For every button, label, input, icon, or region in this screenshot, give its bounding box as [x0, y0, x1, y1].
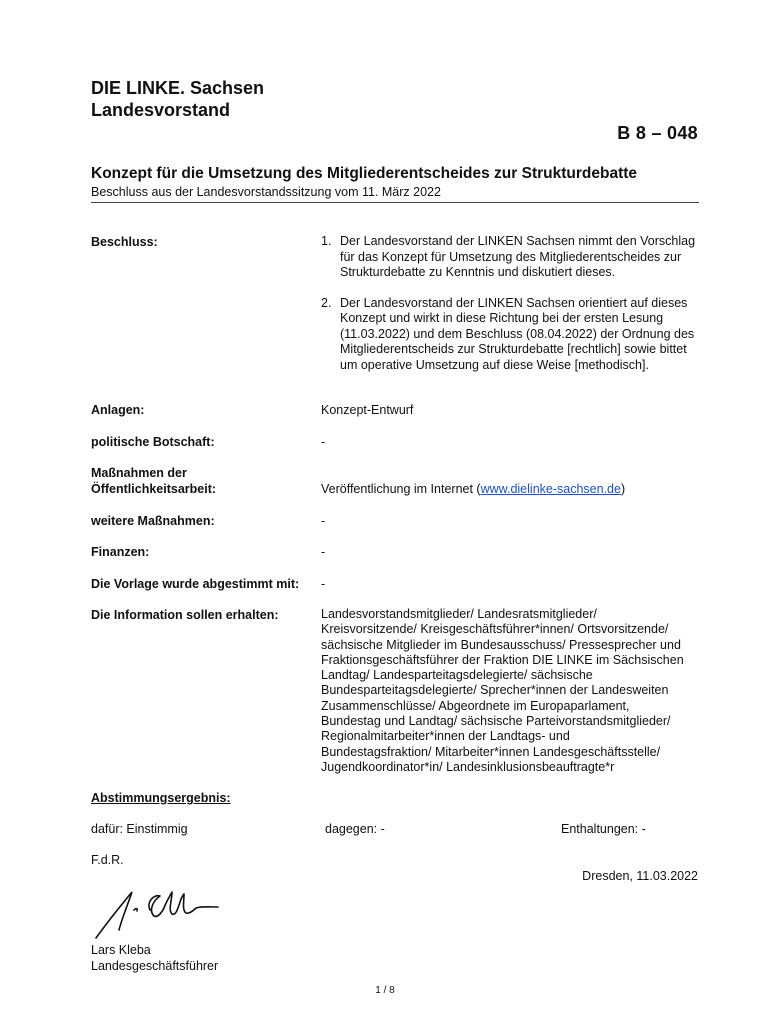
signer-name: Lars Kleba: [91, 943, 151, 957]
recipient-line: Regionalmitarbeiter*innen der Landtags- und: [321, 729, 570, 744]
beschluss-label: Beschluss:: [91, 235, 158, 249]
title-divider: [91, 202, 699, 203]
oeffentlichkeit-label-line2: Öffentlichkeitsarbeit:: [91, 482, 217, 496]
vote-enthaltungen: Enthaltungen: -: [561, 822, 646, 836]
anlagen-label: Anlagen:: [91, 403, 145, 417]
recipient-line: Zusammenschlüsse/ Abgeordnete im Europaparlament,: [321, 698, 630, 713]
recipient-line: Fraktionsgeschäftsführer der Fraktion DIE LINKE im Sächsischen: [321, 652, 684, 667]
beschluss-item: [321, 234, 701, 281]
oeffentlichkeit-value-suffix: ): [620, 482, 626, 496]
anlagen-value: Konzept-Entwurf: [321, 403, 414, 417]
recipient-line: Landesvorstandsmitglieder/ Landesratsmitglieder/: [321, 607, 597, 621]
botschaft-value: -: [321, 435, 326, 449]
beschluss-list: [321, 234, 701, 388]
document-title: Konzept für die Umsetzung des Mitgliederentscheides zur Strukturdebatte: [91, 165, 638, 182]
recipient-line: Bundestagsfraktion/ Mitarbeiter*innen Landesgeschäftsstelle/: [321, 744, 661, 759]
information-label: Die Information sollen erhalten:: [91, 608, 279, 622]
finanzen-label: Finanzen:: [91, 545, 150, 559]
recipient-line: Jugendkoordinator*in/ Landesinklusionsbeauftragte*r: [321, 759, 615, 774]
oeffentlichkeit-value-prefix: Veröffentlichung im Internet (: [321, 482, 481, 496]
abgestimmt-value: -: [321, 577, 326, 591]
oeffentlichkeit-label-line1: Maßnahmen der: [91, 466, 187, 480]
signer-role: Landesgeschäftsführer: [91, 959, 219, 973]
beschluss-item-number: 1.: [321, 234, 332, 248]
weitere-value: -: [321, 514, 326, 528]
vote-dafuer: dafür: Einstimmig: [91, 822, 188, 836]
beschluss-item-text: Der Landesvorstand der LINKEN Sachsen nimmt den Vorschlag für das Konzept für Umsetzung des Mitgliederentscheides zur Strukturdebatte zu Kenntnis und diskutiert dieses.: [340, 234, 696, 279]
beschluss-item-text: Der Landesvorstand der LINKEN Sachsen orientiert auf dieses Konzept und wirkt in diese Richtung bei der ersten Lesung (11.03.2022) und dem Beschluss (08.04.2022) der Ordnung des Mitgliederentscheids zur Strukturdebatte [rechtlich] sowie bittet um operative Umsetzung auf diese Weise [methodisch].: [340, 295, 695, 372]
beschluss-item-number: 2.: [321, 295, 332, 310]
oeffentlichkeit-value: [321, 481, 625, 497]
weitere-label: weitere Maßnahmen:: [91, 514, 215, 528]
recipient-line: Bundesparteitagsdelegierte/ Sprecher*innen der Landesweiten: [321, 683, 669, 698]
recipient-line: Bundestag und Landtag/ sächsische Parteivorstandsmitglieder/: [321, 714, 671, 729]
organization-body: Landesvorstand: [91, 100, 231, 120]
organization-name: DIE LINKE. Sachsen: [91, 78, 265, 98]
recipient-line: sächsische Mitglieder im Bundesausschuss/ Pressesprecher und: [321, 637, 681, 652]
abstimmung-heading: Abstimmungsergebnis:: [91, 791, 231, 805]
signature-image: [88, 880, 223, 942]
fdr-note: F.d.R.: [91, 853, 124, 867]
page-number: 1 / 8: [375, 985, 395, 996]
website-link[interactable]: www.dielinke-sachsen.de: [480, 482, 621, 496]
vote-dagegen: dagegen: -: [325, 822, 385, 836]
place-date: Dresden, 11.03.2022: [582, 869, 698, 883]
finanzen-value: -: [321, 545, 326, 559]
information-recipients: [321, 607, 701, 775]
abgestimmt-label: Die Vorlage wurde abgestimmt mit:: [91, 577, 300, 591]
recipient-line: Kreisvorsitzende/ Kreisgeschäftsführer*innen/ Ortsvorsitzende/: [321, 622, 669, 637]
beschluss-item: [321, 296, 701, 374]
recipient-line: Landtag/ Landesparteitagsdelegierte/ sächsische: [321, 668, 593, 683]
botschaft-label: politische Botschaft:: [91, 435, 215, 449]
document-subtitle: Beschluss aus der Landesvorstandssitzung vom 11. März 2022: [91, 185, 441, 199]
document-number: B 8 – 048: [617, 123, 698, 143]
